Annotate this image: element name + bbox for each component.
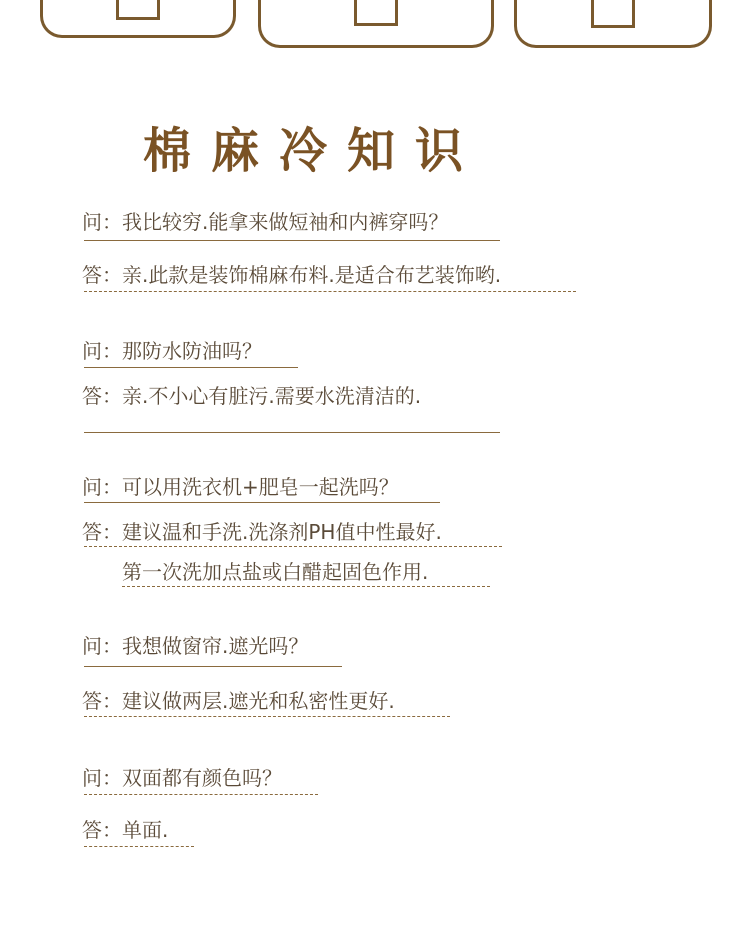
answer-5-underline xyxy=(84,846,194,847)
decor-frame-center xyxy=(258,0,494,48)
answer-3-line-2: 第一次洗加点盐或白醋起固色作用. xyxy=(122,560,429,584)
question-3: 问：可以用洗衣机+肥皂一起洗吗？ xyxy=(82,475,399,499)
answer-1: 答：亲.此款是装饰棉麻布料.是适合布艺装饰哟. xyxy=(82,263,502,287)
page-title: 棉麻冷知识 xyxy=(142,123,483,179)
question-5-underline xyxy=(84,794,318,795)
answer-3-line-2-underline xyxy=(122,586,490,587)
answer-3-line-1-underline xyxy=(84,546,502,547)
answer-1-underline xyxy=(84,291,576,292)
answer-3-line-1: 答：建议温和手洗.洗涤剂PH值中性最好. xyxy=(82,520,442,544)
answer-4-underline xyxy=(84,716,450,717)
question-3-underline xyxy=(84,502,440,503)
question-4: 问：我想做窗帘.遮光吗？ xyxy=(82,634,309,658)
answer-2: 答：亲.不小心有脏污.需要水洗清洁的. xyxy=(82,384,422,408)
answer-2-underline xyxy=(84,432,500,433)
question-2-underline xyxy=(84,367,298,368)
question-1: 问：我比较穷.能拿来做短袖和内裤穿吗？ xyxy=(82,210,449,234)
decor-frame-left xyxy=(40,0,236,38)
answer-5: 答：单面. xyxy=(82,818,169,842)
question-2: 问：那防水防油吗？ xyxy=(82,339,262,363)
answer-4: 答：建议做两层.遮光和私密性更好. xyxy=(82,689,395,713)
decor-frame-right xyxy=(514,0,712,48)
question-1-underline xyxy=(84,240,500,241)
question-4-underline xyxy=(84,666,342,667)
question-5: 问：双面都有颜色吗？ xyxy=(82,766,282,790)
